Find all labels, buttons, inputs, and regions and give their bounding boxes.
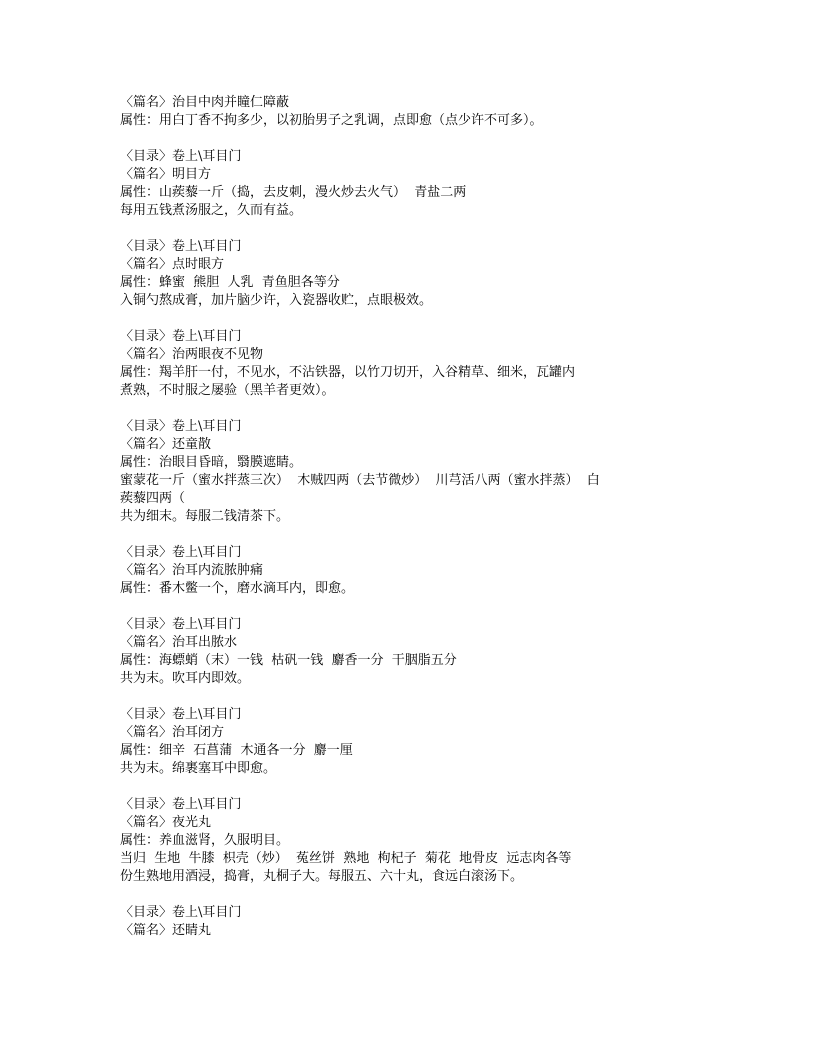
- entry-text: 蜜蒙花一斤（蜜水拌蒸三次） 木贼四两（去节微炒） 川芎活八两（蜜水拌蒸） 白: [120, 473, 600, 488]
- entry-title: 〈篇名〉夜光丸: [120, 815, 212, 830]
- entry-title: 〈篇名〉治耳闭方: [120, 725, 225, 740]
- document-page: [120, 94, 680, 958]
- entry-text: 份生熟地用酒浸，捣膏，丸桐子大。每服五、六十丸，食远白滚汤下。: [120, 869, 524, 884]
- entry-title: 〈篇名〉还睛丸: [120, 923, 212, 938]
- entry-text: 共为细末。每服二钱清茶下。: [120, 509, 290, 524]
- entry-text: 共为末。绵裹塞耳中即愈。: [120, 761, 277, 776]
- entry-text: 属性：治眼目昏暗，翳膜遮睛。: [120, 455, 303, 470]
- entry-text: 每用五钱煮汤服之，久而有益。: [120, 203, 303, 218]
- entry-ear-closed: [120, 706, 680, 778]
- entry-dianshi-yan-fang: [120, 238, 680, 310]
- entry-text: 属性：羯羊肝一付，不见水，不沾铁器，以竹刀切开，入谷精草、细米，瓦罐内: [120, 365, 576, 380]
- entry-eye-membrane: [120, 94, 680, 130]
- entry-title: 〈篇名〉还童散: [120, 437, 212, 452]
- entry-catalog: 〈目录〉卷上\耳目门: [120, 797, 242, 812]
- entry-ear-pus-swelling: [120, 544, 680, 598]
- entry-night-blindness: [120, 328, 680, 400]
- entry-catalog: 〈目录〉卷上\耳目门: [120, 329, 242, 344]
- entry-title: 〈篇名〉点时眼方: [120, 257, 225, 272]
- entry-title: 〈篇名〉治两眼夜不见物: [120, 347, 264, 362]
- entry-text: 共为末。吹耳内即效。: [120, 671, 251, 686]
- entry-title: 〈篇名〉明目方: [120, 167, 212, 182]
- entry-text: 属性：番木鳖一个，磨水滴耳内，即愈。: [120, 581, 355, 596]
- entry-title: 〈篇名〉治目中肉并瞳仁障蔽: [120, 95, 290, 110]
- entry-catalog: 〈目录〉卷上\耳目门: [120, 149, 242, 164]
- entry-title: 〈篇名〉治耳出脓水: [120, 635, 238, 650]
- entry-catalog: 〈目录〉卷上\耳目门: [120, 707, 242, 722]
- entry-text: 蒺藜四两（: [120, 491, 186, 506]
- entry-text: 属性：用白丁香不拘多少，以初胎男子之乳调，点即愈（点少许不可多）。: [120, 113, 543, 128]
- entry-text: 属性：海螵蛸（末）一钱 枯矾一钱 麝香一分 干胭脂五分: [120, 653, 457, 668]
- entry-catalog: 〈目录〉卷上\耳目门: [120, 419, 242, 434]
- entry-text: 属性：山蒺藜一斤（捣，去皮刺，漫火炒去火气） 青盐二两: [120, 185, 467, 200]
- entry-title: 〈篇名〉治耳内流脓肿痛: [120, 563, 264, 578]
- entry-text: 入铜勺熬成膏，加片脑少许，入瓷器收贮，点眼极效。: [120, 293, 433, 308]
- entry-text: 当归 生地 牛膝 枳壳（炒） 菟丝饼 熟地 枸杞子 菊花 地骨皮 远志肉各等: [120, 851, 572, 866]
- entry-mingmu-fang: [120, 148, 680, 220]
- entry-catalog: 〈目录〉卷上\耳目门: [120, 239, 242, 254]
- entry-catalog: 〈目录〉卷上\耳目门: [120, 545, 242, 560]
- entry-text: 煮熟，不时服之屡验（黑羊者更效）。: [120, 383, 335, 398]
- entry-huanjing-wan: [120, 904, 680, 940]
- entry-catalog: 〈目录〉卷上\耳目门: [120, 617, 242, 632]
- entry-ear-pus-water: [120, 616, 680, 688]
- entry-yeguang-wan: [120, 796, 680, 886]
- entry-text: 属性：养血滋肾，久服明目。: [120, 833, 290, 848]
- entry-text: 属性：蜂蜜 熊胆 人乳 青鱼胆各等分: [120, 275, 340, 290]
- entry-huantong-san: [120, 418, 680, 526]
- entry-text: 属性：细辛 石菖蒲 木通各一分 麝一厘: [120, 743, 353, 758]
- entry-catalog: 〈目录〉卷上\耳目门: [120, 905, 242, 920]
